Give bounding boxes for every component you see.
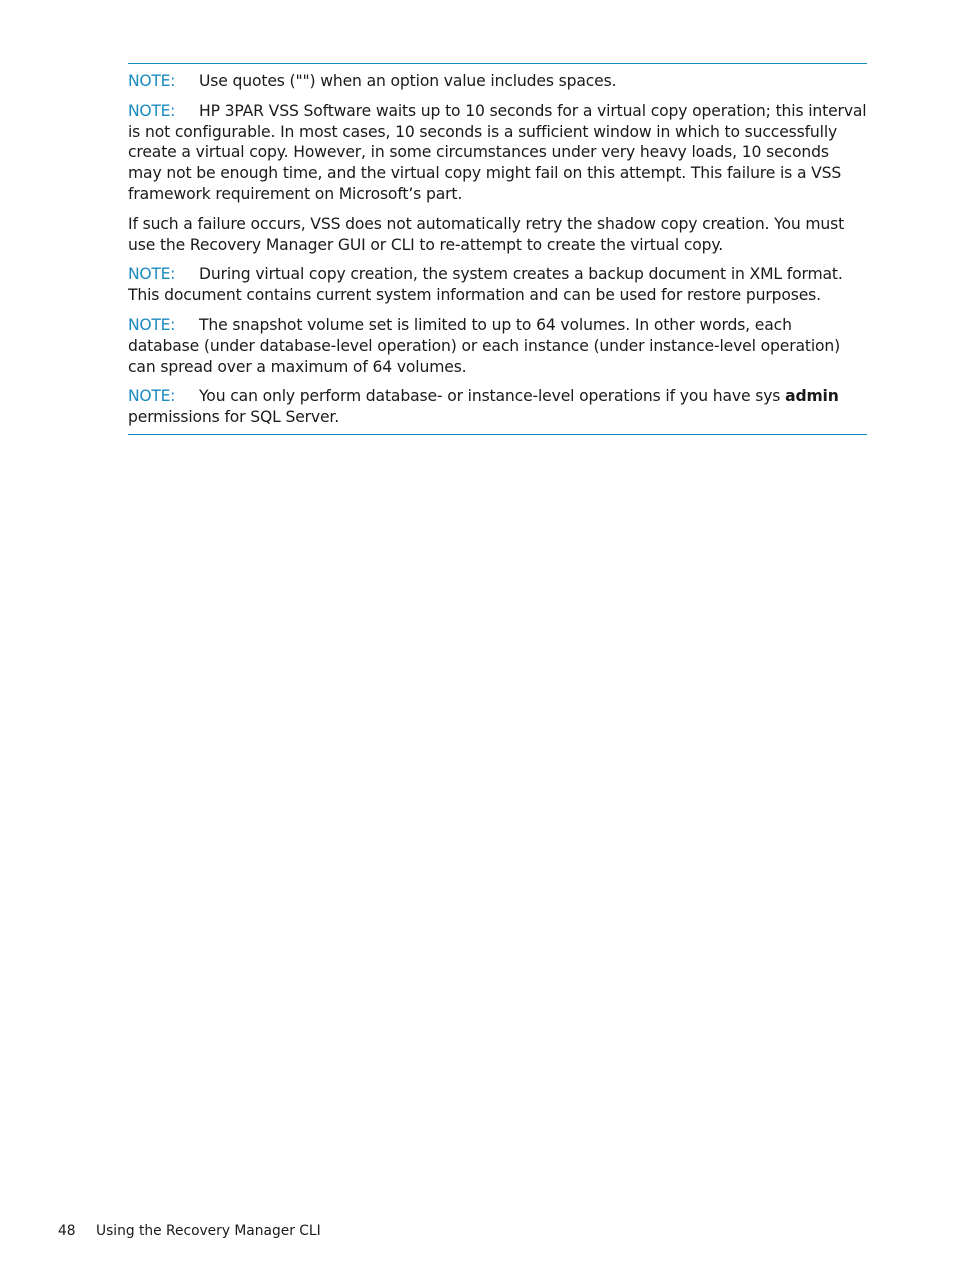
note-label: NOTE: [128,315,176,334]
note-text: The snapshot volume set is limited to up to 64 volumes. In other words, each database (under database-level operation) or each instance (under instance-level operation) can spread over a maximum of 64 volumes. [128,315,841,376]
note-volume-limit [128,315,867,377]
note-backup-document [128,264,867,306]
note-quotes [128,71,867,92]
note-label: NOTE: [128,387,176,406]
note-text-bold: admin [785,387,839,406]
note-text: During virtual copy creation, the system creates a backup document in XML format. This document contains current system information and can be used for restore purposes. [128,265,843,305]
note-text: Use quotes ("") when an option value includes spaces. [199,72,617,90]
note-label: NOTE: [128,72,176,90]
note-label: NOTE: [128,265,176,284]
failure-paragraph: If such a failure occurs, VSS does not automatically retry the shadow copy creation. You must use the Recovery Manager GUI or CLI to re-attempt to create the virtual copy. [128,214,845,254]
footer-section-title: Using the Recovery Manager CLI [96,1223,321,1239]
note-permissions [128,386,867,428]
note-text: You can only perform database- or instance-level operations if you have sys [199,387,786,406]
note-timeout [128,101,867,205]
note-text: permissions for SQL Server. [128,408,340,427]
page-number: 48 [58,1223,76,1239]
page-footer [58,1222,321,1240]
note-text: HP 3PAR VSS Software waits up to 10 seconds for a virtual copy operation; this interval is not configurable. In most cases, 10 seconds is a sufficient window in which to successfully create a virtual copy. However, in some circumstances under very heavy loads, 10 seconds may not be enough time, and the virtual copy might fail on this attempt. This failure is a VSS framework requirement on Microsoft’s part. [128,101,867,203]
note-label: NOTE: [128,101,176,120]
notes-section [128,63,867,435]
